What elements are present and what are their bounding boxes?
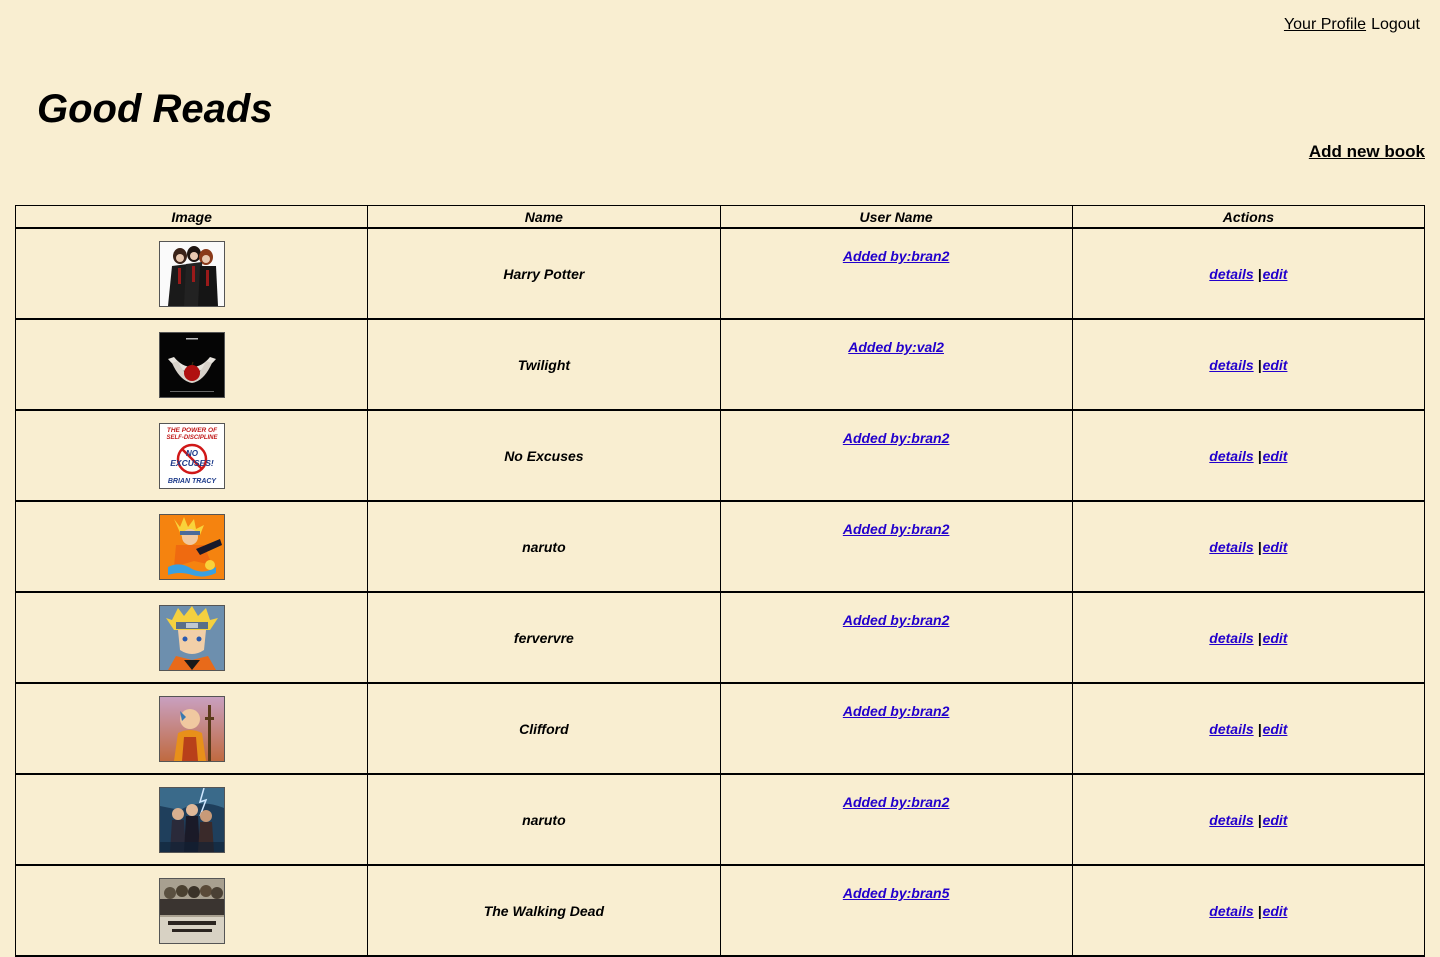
clifford-cover-image bbox=[159, 696, 225, 762]
user-name-cell bbox=[720, 410, 1072, 501]
image-cell bbox=[16, 865, 368, 956]
book-name-cell: naruto bbox=[368, 774, 720, 865]
table-row bbox=[16, 592, 1425, 683]
edit-link[interactable]: edit bbox=[1262, 538, 1288, 555]
user-name-cell bbox=[720, 501, 1072, 592]
image-cell bbox=[16, 410, 368, 501]
column-header-image: Image bbox=[16, 206, 368, 229]
action-separator: | bbox=[1257, 720, 1262, 737]
book-name-cell: naruto bbox=[368, 501, 720, 592]
image-cell bbox=[16, 319, 368, 410]
action-separator: | bbox=[1257, 538, 1262, 555]
no-excuses-cover-text: EXCUSES! bbox=[169, 457, 214, 468]
edit-link[interactable]: edit bbox=[1262, 447, 1288, 464]
table-row bbox=[16, 774, 1425, 865]
added-by-link[interactable]: Added by:bran5 bbox=[842, 885, 950, 901]
added-by-link[interactable]: Added by:bran2 bbox=[842, 521, 950, 537]
book-name-cell: No Excuses bbox=[368, 410, 720, 501]
column-header-user-name: User Name bbox=[720, 206, 1072, 229]
edit-link[interactable]: edit bbox=[1262, 356, 1288, 373]
user-name-cell bbox=[720, 683, 1072, 774]
details-link[interactable]: details bbox=[1209, 447, 1254, 464]
added-by-link[interactable]: Added by:bran2 bbox=[842, 248, 950, 264]
added-by-link[interactable]: Added by:val2 bbox=[848, 339, 944, 355]
actions-cell bbox=[1072, 865, 1424, 956]
edit-link[interactable]: edit bbox=[1262, 902, 1288, 919]
actions-cell bbox=[1072, 319, 1424, 410]
column-header-actions: Actions bbox=[1072, 206, 1424, 229]
twilight-cover-image bbox=[159, 332, 225, 398]
action-separator: | bbox=[1257, 902, 1262, 919]
column-header-name: Name bbox=[368, 206, 720, 229]
actions-cell bbox=[1072, 774, 1424, 865]
action-separator: | bbox=[1257, 811, 1262, 828]
no-excuses-cover-image bbox=[159, 423, 225, 489]
no-excuses-cover-text: BRIAN TRACY bbox=[167, 477, 216, 485]
added-by-link[interactable]: Added by:bran2 bbox=[842, 430, 950, 446]
edit-link[interactable]: edit bbox=[1262, 720, 1288, 737]
added-by-link[interactable]: Added by:bran2 bbox=[842, 703, 950, 719]
edit-link[interactable]: edit bbox=[1262, 629, 1288, 646]
actions-cell bbox=[1072, 683, 1424, 774]
actions-cell bbox=[1072, 228, 1424, 319]
naruto-cover-image bbox=[159, 514, 225, 580]
details-link[interactable]: details bbox=[1209, 265, 1254, 282]
added-by-link[interactable]: Added by:bran2 bbox=[842, 612, 950, 628]
action-separator: | bbox=[1257, 356, 1262, 373]
actions-cell bbox=[1072, 501, 1424, 592]
table-row bbox=[16, 865, 1425, 956]
image-cell bbox=[16, 228, 368, 319]
table-row bbox=[16, 683, 1425, 774]
details-link[interactable]: details bbox=[1209, 811, 1254, 828]
details-link[interactable]: details bbox=[1209, 629, 1254, 646]
book-name-cell: Harry Potter bbox=[368, 228, 720, 319]
action-separator: | bbox=[1257, 265, 1262, 282]
details-link[interactable]: details bbox=[1209, 720, 1254, 737]
user-name-cell bbox=[720, 228, 1072, 319]
added-by-link[interactable]: Added by:bran2 bbox=[842, 794, 950, 810]
action-separator: | bbox=[1257, 629, 1262, 646]
no-excuses-cover-text: NO bbox=[185, 448, 198, 458]
books-table bbox=[15, 205, 1425, 957]
actions-cell bbox=[1072, 592, 1424, 683]
details-link[interactable]: details bbox=[1209, 538, 1254, 555]
user-name-cell bbox=[720, 774, 1072, 865]
details-link[interactable]: details bbox=[1209, 356, 1254, 373]
logout-link[interactable]: Logout bbox=[1371, 16, 1420, 33]
book-name-cell: The Walking Dead bbox=[368, 865, 720, 956]
add-new-book-link[interactable]: Add new book bbox=[1308, 142, 1425, 161]
table-header-row bbox=[16, 206, 1425, 229]
no-excuses-cover-text: THE POWER OF bbox=[166, 426, 217, 434]
page-title: Good Reads bbox=[37, 87, 273, 131]
user-name-cell bbox=[720, 592, 1072, 683]
the-walking-dead-cover-image bbox=[159, 878, 225, 944]
image-cell bbox=[16, 592, 368, 683]
your-profile-link[interactable]: Your Profile bbox=[1283, 16, 1367, 33]
user-name-cell bbox=[720, 865, 1072, 956]
table-row bbox=[16, 501, 1425, 592]
table-row bbox=[16, 410, 1425, 501]
image-cell bbox=[16, 774, 368, 865]
user-name-cell bbox=[720, 319, 1072, 410]
table-row bbox=[16, 228, 1425, 319]
edit-link[interactable]: edit bbox=[1262, 811, 1288, 828]
image-cell bbox=[16, 683, 368, 774]
naruto-cover-image bbox=[159, 787, 225, 853]
book-name-cell: fervervre bbox=[368, 592, 720, 683]
book-name-cell: Clifford bbox=[368, 683, 720, 774]
image-cell bbox=[16, 501, 368, 592]
actions-cell bbox=[1072, 410, 1424, 501]
harry-potter-cover-image bbox=[159, 241, 225, 307]
top-nav bbox=[1284, 16, 1420, 34]
no-excuses-cover-text: SELF-DISCIPLINE bbox=[166, 434, 218, 441]
fervervre-cover-image bbox=[159, 605, 225, 671]
book-name-cell: Twilight bbox=[368, 319, 720, 410]
edit-link[interactable]: edit bbox=[1262, 265, 1288, 282]
action-separator: | bbox=[1257, 447, 1262, 464]
details-link[interactable]: details bbox=[1209, 902, 1254, 919]
table-row bbox=[16, 319, 1425, 410]
